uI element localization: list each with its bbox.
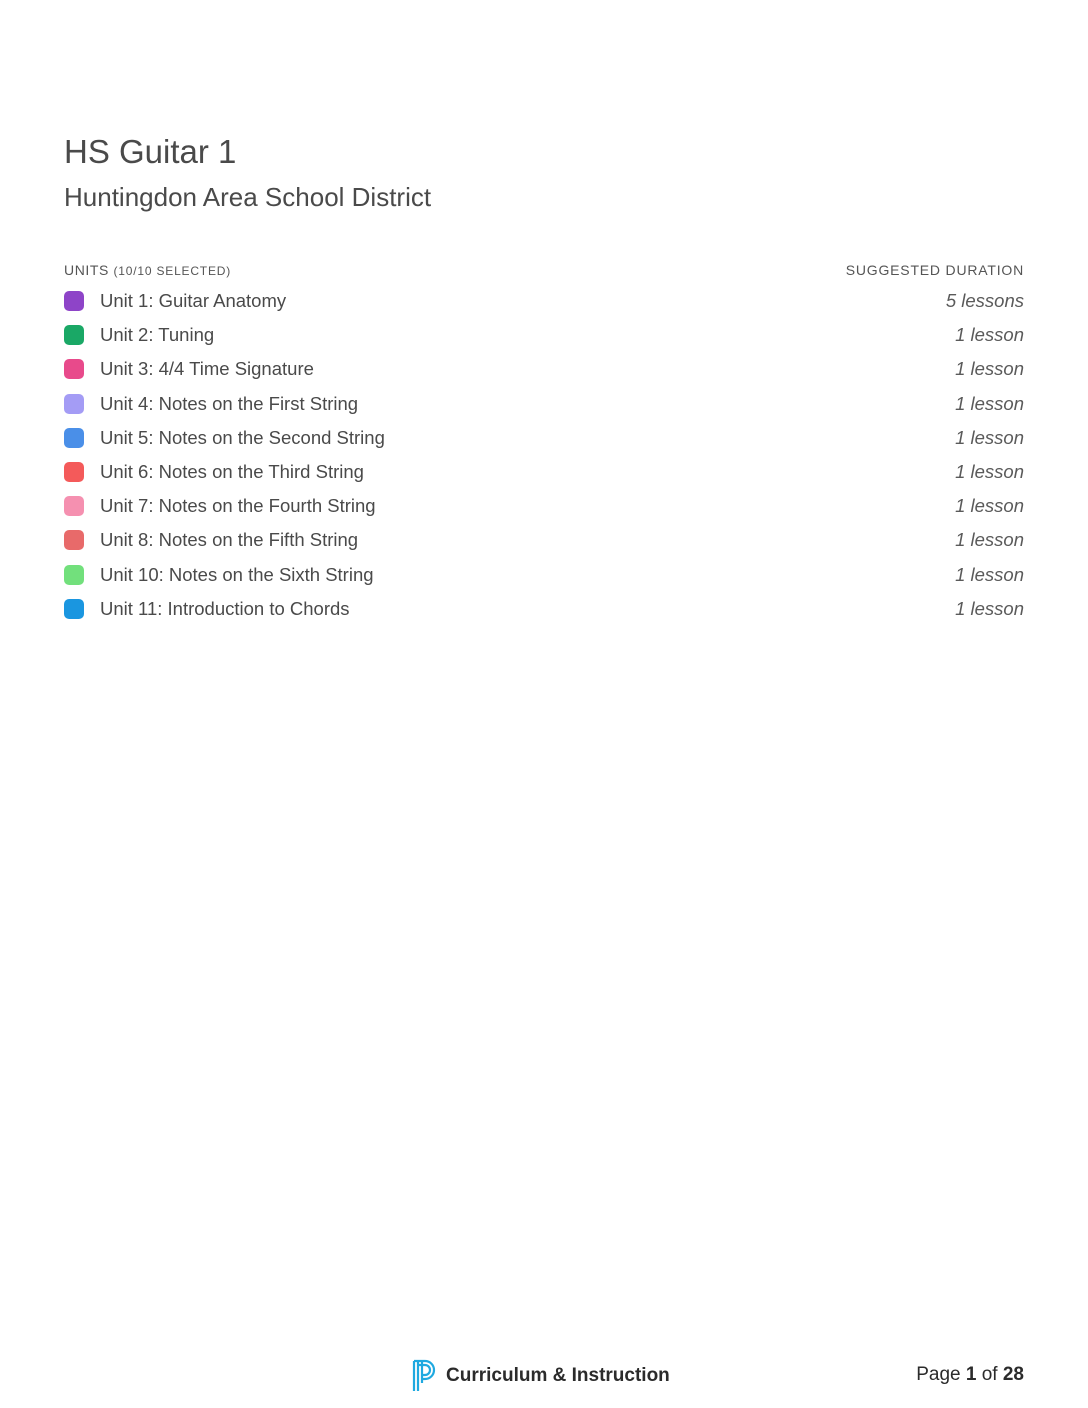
unit-duration: 1 lesson [955,529,1024,551]
unit-row [64,455,1024,489]
unit-duration: 1 lesson [955,597,1024,619]
selected-count: (10/10 SELECTED) [113,264,232,278]
unit-name: Unit 11: Introduction to Chords [100,597,350,619]
unit-color-swatch [64,325,84,345]
unit-row [64,523,1024,557]
unit-row [64,352,1024,386]
unit-row [64,284,1024,318]
unit-name: Unit 6: Notes on the Third String [100,461,364,483]
unit-name: Unit 3: 4/4 Time Signature [100,358,314,380]
page-of: of [981,1364,998,1385]
units-column-header [64,262,231,278]
unit-color-swatch [64,359,84,379]
district-name: Huntingdon Area School District [64,182,432,212]
unit-list [64,284,1024,626]
unit-color-swatch [64,462,84,482]
unit-row [64,592,1024,626]
page-number [916,1364,1024,1386]
unit-color-swatch [64,428,84,448]
unit-name: Unit 1: Guitar Anatomy [100,290,287,312]
unit-duration: 1 lesson [955,563,1024,585]
page-title: HS Guitar 1 [64,133,237,170]
curriculum-logo-icon [412,1359,438,1393]
unit-color-swatch [64,291,84,311]
unit-name: Unit 7: Notes on the Fourth String [100,495,376,517]
unit-name: Unit 4: Notes on the First String [100,392,359,414]
footer-brand-text: Curriculum & Instruction [446,1365,670,1386]
units-label: UNITS [64,262,109,278]
unit-name: Unit 2: Tuning [100,324,215,346]
unit-name: Unit 10: Notes on the Sixth String [100,563,374,585]
unit-duration: 1 lesson [955,324,1024,346]
unit-row [64,558,1024,592]
page-total: 28 [1002,1364,1024,1385]
page-current: 1 [965,1364,977,1385]
page-prefix: Page [916,1364,961,1385]
unit-duration: 1 lesson [955,426,1024,448]
unit-duration: 1 lesson [955,392,1024,414]
unit-color-swatch [64,394,84,414]
unit-row [64,489,1024,523]
footer-brand [412,1358,670,1394]
unit-row [64,318,1024,352]
unit-color-swatch [64,565,84,585]
unit-row [64,387,1024,421]
unit-color-swatch [64,530,84,550]
unit-duration: 1 lesson [955,358,1024,380]
unit-duration: 1 lesson [955,495,1024,517]
unit-row [64,421,1024,455]
unit-color-swatch [64,599,84,619]
unit-name: Unit 5: Notes on the Second String [100,426,385,448]
unit-duration: 1 lesson [955,461,1024,483]
duration-column-header: SUGGESTED DURATION [845,262,1024,278]
unit-name: Unit 8: Notes on the Fifth String [100,529,359,551]
unit-color-swatch [64,496,84,516]
unit-duration: 5 lessons [945,290,1024,312]
